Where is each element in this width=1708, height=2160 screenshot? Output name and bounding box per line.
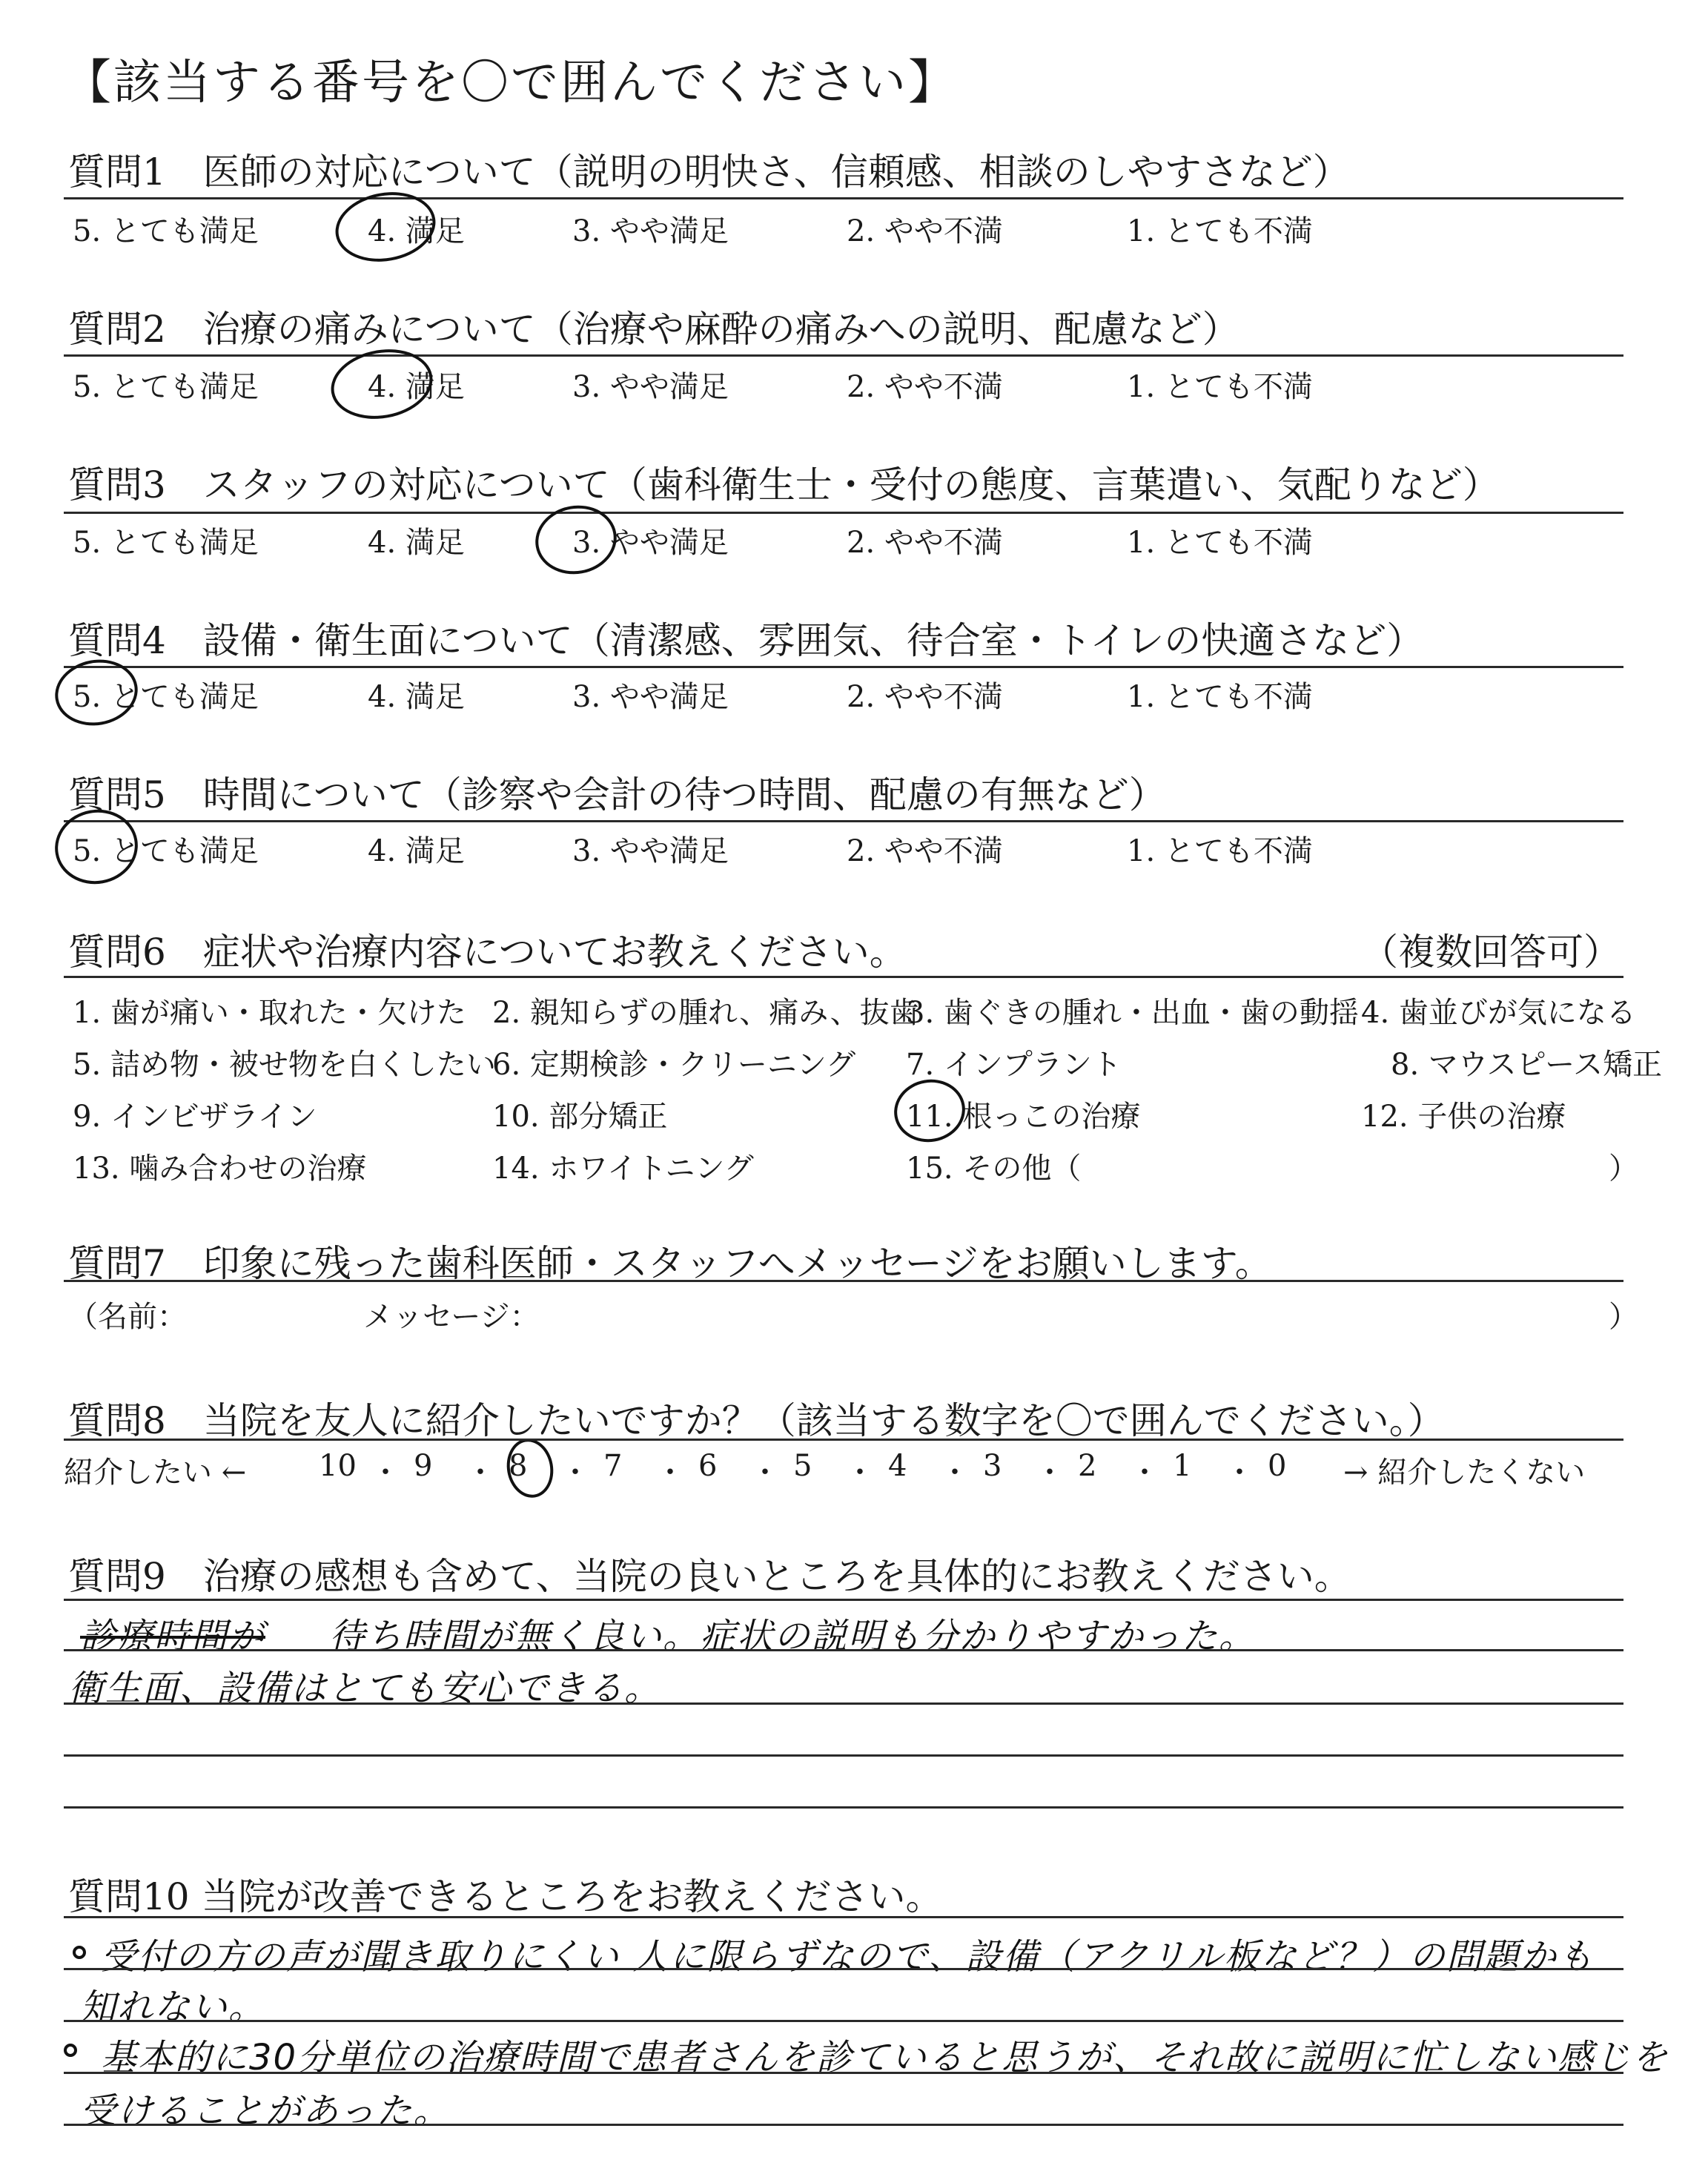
q8-scale-separator: ・ xyxy=(466,1456,495,1490)
q1-option-3[interactable]: 3. やや満足 xyxy=(572,214,729,248)
q6-item-4[interactable]: 4. 歯並びが気になる xyxy=(1361,996,1636,1030)
question-9-label: 質問9 治療の感想も含めて、当院の良いところを具体的にお教えください。 xyxy=(68,1555,1351,1598)
question-6-label: 質問6 症状や治療内容についてお教えください。 xyxy=(68,931,907,974)
q1-option-5[interactable]: 5. とても満足 xyxy=(73,214,259,248)
q9-rule-1 xyxy=(64,1599,1623,1601)
q10-answer-line-3: 基本的に30分単位の治療時間で患者さんを診ていると思うが、それ故に説明に忙しない感じを xyxy=(101,2037,1669,2078)
q4-selection-circle xyxy=(50,653,143,732)
q9-struck-text: 診療時間が xyxy=(80,1616,266,1657)
question-5-label: 質問5 時間について（診察や会計の待つ時間、配慮の有無など） xyxy=(68,773,1166,816)
q10-bullet-2 xyxy=(64,2044,77,2057)
question-8-label: 質問8 当院を友人に紹介したいですか？（該当する数字を〇で囲んでください。） xyxy=(68,1399,1445,1442)
q2-option-2[interactable]: 2. やや不満 xyxy=(847,370,1003,404)
q6-item-13[interactable]: 13. 噛み合わせの治療 xyxy=(73,1152,367,1186)
q8-scale-2[interactable]: 2 xyxy=(1078,1449,1097,1483)
q8-scale-separator: ・ xyxy=(560,1456,590,1490)
q5-option-1[interactable]: 1. とても不満 xyxy=(1127,834,1313,868)
q9-rule-5 xyxy=(64,1806,1623,1809)
q3-option-4[interactable]: 4. 満足 xyxy=(368,526,465,560)
question-1-rule xyxy=(64,197,1623,199)
form-heading: 【該当する番号を〇で囲んでください】 xyxy=(64,56,958,110)
q6-item-14[interactable]: 14. ホワイトニング xyxy=(492,1152,754,1186)
q5-option-4[interactable]: 4. 満足 xyxy=(368,834,465,868)
q6-selection-circle xyxy=(889,1074,970,1147)
q8-selection-circle xyxy=(503,1435,558,1502)
question-7-rule xyxy=(64,1280,1623,1282)
q5-option-2[interactable]: 2. やや不満 xyxy=(847,834,1003,868)
question-3-rule xyxy=(64,512,1623,514)
q5-option-3[interactable]: 3. やや満足 xyxy=(572,834,729,868)
q6-item-15[interactable]: 15. その他（ xyxy=(906,1152,1082,1186)
q6-item-10[interactable]: 10. 部分矯正 xyxy=(492,1100,668,1134)
q1-option-1[interactable]: 1. とても不満 xyxy=(1127,214,1313,248)
question-5-rule xyxy=(64,820,1623,822)
q10-rule-4 xyxy=(64,2072,1623,2074)
q7-close-paren: ） xyxy=(1609,1300,1638,1334)
question-7-label: 質問7 印象に残った歯科医師・スタッフへメッセージをお願いします。 xyxy=(68,1242,1272,1285)
question-2-label: 質問2 治療の痛みについて（治療や麻酔の痛みへの説明、配慮など） xyxy=(68,308,1239,351)
q8-scale-4[interactable]: 4 xyxy=(888,1449,907,1483)
q6-item-15-close: ） xyxy=(1609,1152,1638,1186)
q6-item-12[interactable]: 12. 子供の治療 xyxy=(1361,1100,1566,1134)
q3-option-2[interactable]: 2. やや不満 xyxy=(847,526,1003,560)
q3-option-5[interactable]: 5. とても満足 xyxy=(73,526,259,560)
q3-option-1[interactable]: 1. とても不満 xyxy=(1127,526,1313,560)
q10-answer-line-2: 知れない。 xyxy=(80,1986,266,2028)
q2-option-4[interactable]: 4. 満足 xyxy=(368,370,465,404)
q9-rule-3 xyxy=(64,1702,1623,1705)
q9-answer-line-2: 衛生面、設備はとても安心できる。 xyxy=(68,1668,662,1709)
q8-scale-separator: ・ xyxy=(845,1456,875,1490)
q2-option-5[interactable]: 5. とても満足 xyxy=(73,370,259,404)
question-4-rule xyxy=(64,666,1623,668)
question-2-rule xyxy=(64,354,1623,357)
q1-option-4[interactable]: 4. 満足 xyxy=(368,214,465,248)
q6-item-5[interactable]: 5. 詰め物・被せ物を白くしたい xyxy=(73,1048,496,1082)
q8-scale-separator: ・ xyxy=(1130,1456,1159,1490)
question-1-label: 質問1 医師の対応について（説明の明快さ、信頼感、相談のしやすさなど） xyxy=(68,151,1350,194)
q2-option-3[interactable]: 3. やや満足 xyxy=(572,370,729,404)
q8-scale-separator: ・ xyxy=(371,1456,400,1490)
q8-scale-separator: ・ xyxy=(940,1456,970,1490)
q10-rule-1 xyxy=(64,1916,1623,1918)
question-10-label: 質問10 当院が改善できるところをお教えください。 xyxy=(68,1875,943,1918)
q10-bullet-1 xyxy=(73,1946,86,1959)
q4-option-4[interactable]: 4. 満足 xyxy=(368,680,465,714)
question-4-label: 質問4 設備・衛生面について（清潔感、雰囲気、待合室・トイレの快適さなど） xyxy=(68,619,1424,662)
q8-scale-6[interactable]: 6 xyxy=(698,1449,718,1483)
q8-scale-8[interactable]: 8 xyxy=(509,1449,528,1483)
q6-item-9[interactable]: 9. インビザライン xyxy=(73,1100,317,1134)
q4-option-5[interactable]: 5. とても満足 xyxy=(73,680,259,714)
q6-item-3[interactable]: 3. 歯ぐきの腫れ・出血・歯の動揺 xyxy=(906,996,1359,1030)
q8-scale-separator: ・ xyxy=(1225,1456,1254,1490)
question-8-rule xyxy=(64,1439,1623,1441)
q10-answer-line-4: 受けることがあった。 xyxy=(80,2090,451,2132)
q8-scale-5[interactable]: 5 xyxy=(793,1449,812,1483)
q8-scale-0[interactable]: 0 xyxy=(1268,1449,1287,1483)
q9-rule-2 xyxy=(64,1649,1623,1651)
q8-right-label: → 紹介したくない xyxy=(1343,1456,1586,1490)
q8-scale-10[interactable]: 10 xyxy=(319,1449,357,1483)
q6-item-1[interactable]: 1. 歯が痛い・取れた・欠けた xyxy=(73,996,466,1030)
q6-item-11[interactable]: 11. 根っこの治療 xyxy=(906,1100,1141,1134)
q8-left-label: 紹介したい ← xyxy=(64,1456,247,1490)
q8-scale xyxy=(319,1449,1312,1490)
q9-rule-4 xyxy=(64,1754,1623,1757)
q8-scale-1[interactable]: 1 xyxy=(1173,1449,1192,1483)
q4-option-2[interactable]: 2. やや不満 xyxy=(847,680,1003,714)
question-6-rule xyxy=(64,976,1623,978)
q8-scale-separator: ・ xyxy=(655,1456,685,1490)
q9-answer-line-1: 待ち時間が無く良い。症状の説明も分かりやすかった。 xyxy=(329,1616,1257,1657)
q7-message-label: メッセージ： xyxy=(363,1300,540,1334)
q8-scale-9[interactable]: 9 xyxy=(414,1449,433,1483)
q6-item-7[interactable]: 7. インプラント xyxy=(906,1048,1122,1082)
question-3-label: 質問3 スタッフの対応について（歯科衛生士・受付の態度、言葉遣い、気配りなど） xyxy=(68,463,1500,506)
q7-name-label: （名前： xyxy=(68,1300,187,1334)
q4-option-3[interactable]: 3. やや満足 xyxy=(572,680,729,714)
q10-answer-line-1: 受付の方の声が聞き取りにくい 人に限らずなので、設備（アクリル板など？）の問題かも xyxy=(101,1936,1595,1978)
q6-item-6[interactable]: 6. 定期検診・クリーニング xyxy=(492,1048,856,1082)
q2-option-1[interactable]: 1. とても不満 xyxy=(1127,370,1313,404)
q6-item-2[interactable]: 2. 親知らずの腫れ、痛み、抜歯 xyxy=(492,996,919,1030)
q10-rule-5 xyxy=(64,2124,1623,2126)
q10-rule-2 xyxy=(64,1968,1623,1970)
q5-option-5[interactable]: 5. とても満足 xyxy=(73,834,259,868)
q10-rule-3 xyxy=(64,2020,1623,2022)
q1-option-2[interactable]: 2. やや不満 xyxy=(847,214,1003,248)
q8-scale-3[interactable]: 3 xyxy=(983,1449,1002,1483)
question-6-note: （複数回答可） xyxy=(1361,931,1621,974)
q4-option-1[interactable]: 1. とても不満 xyxy=(1127,680,1313,714)
q8-scale-separator: ・ xyxy=(750,1456,780,1490)
q8-scale-7[interactable]: 7 xyxy=(603,1449,623,1483)
q6-item-8[interactable]: 8. マウスピース矯正 xyxy=(1391,1048,1663,1082)
q8-scale-separator: ・ xyxy=(1035,1456,1065,1490)
q3-option-3[interactable]: 3. やや満足 xyxy=(572,526,729,560)
